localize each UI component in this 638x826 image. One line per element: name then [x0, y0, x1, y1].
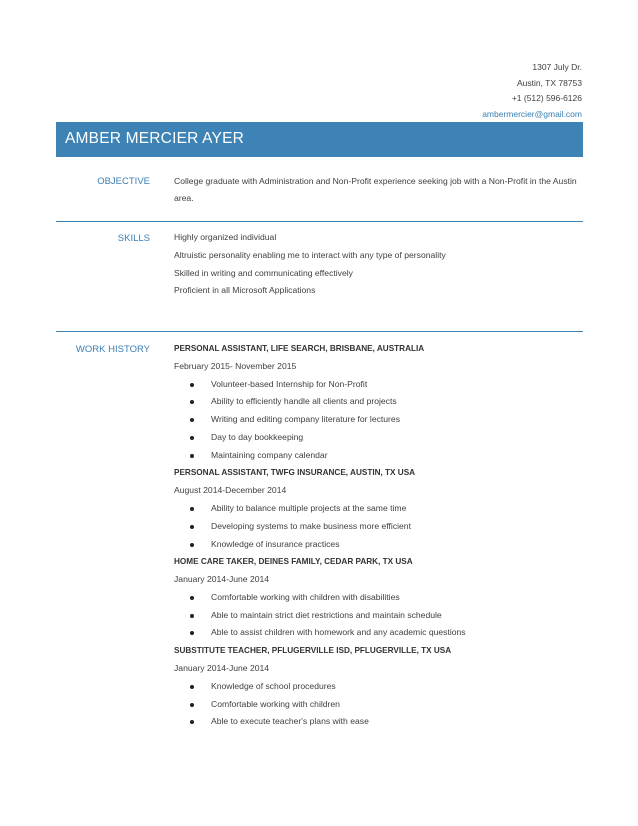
duty-item [174, 411, 586, 429]
job-duties [174, 678, 586, 731]
skills-label: SKILLS [117, 233, 150, 244]
duty-text: Comfortable working with children [211, 698, 340, 709]
skill-item: Altruistic personality enabling me to interact with any type of personality [174, 249, 446, 260]
skill-item: Highly organized individual [174, 232, 277, 242]
job-dates: January 2014-June 2014 [174, 663, 270, 674]
duty-text: Able to assist children with homework and any academic questions [211, 627, 466, 638]
duty-text: Volunteer-based Internship for Non-Profit [211, 378, 368, 389]
duty-item [174, 624, 586, 642]
duty-text: Writing and editing company literature for lectures [211, 414, 400, 425]
section-divider [56, 221, 583, 222]
bullet-icon [190, 418, 194, 422]
work-history-label: WORK HISTORY [75, 344, 150, 355]
duty-text: Able to execute teacher's plans with ease [211, 716, 369, 727]
contact-street: 1307 July Dr. [532, 62, 582, 72]
bullet-icon [190, 703, 194, 707]
duty-text: Able to maintain strict diet restrictions and maintain schedule [211, 609, 442, 620]
duty-item [174, 429, 586, 447]
bullet-icon [190, 454, 194, 458]
duty-text: Comfortable working with children with disabilities [211, 591, 400, 602]
job-dates: January 2014-June 2014 [174, 574, 270, 585]
objective-label: OBJECTIVE [97, 176, 150, 187]
skills-list [174, 229, 586, 300]
bullet-icon [190, 383, 194, 387]
bullet-icon [190, 507, 194, 511]
duty-text: Ability to balance multiple projects at the same time [211, 502, 407, 513]
job-dates: February 2015- November 2015 [174, 361, 297, 371]
duty-text: Knowledge of insurance practices [211, 538, 340, 549]
job-entry [174, 642, 586, 731]
duty-text: Maintaining company calendar [211, 449, 328, 460]
job-duties [174, 376, 586, 465]
bullet-icon [190, 720, 194, 724]
objective-text: College graduate with Administration and Non-Profit experience seeking job with a Non-Profit in the Austin area. [174, 176, 577, 203]
duty-item [174, 713, 586, 731]
contact-city: Austin, TX 78753 [516, 77, 582, 88]
duty-item [174, 393, 586, 411]
duty-item [174, 678, 586, 696]
duty-item [174, 536, 586, 554]
contact-email[interactable]: ambermercier@gmail.com [482, 108, 582, 119]
bullet-icon [190, 543, 194, 547]
job-duties [174, 500, 586, 553]
job-duties [174, 589, 586, 642]
contact-block [482, 60, 582, 122]
duty-item [174, 500, 586, 518]
job-entry [174, 340, 586, 464]
contact-phone: +1 (512) 596-6126 [511, 93, 582, 103]
bullet-icon [190, 525, 194, 529]
job-title: PERSONAL ASSISTANT, LIFE SEARCH, BRISBANE, AUSTRALIA [174, 344, 425, 353]
duty-item [174, 589, 586, 607]
job-entry [174, 553, 586, 642]
bullet-icon [190, 685, 194, 689]
skill-item: Proficient in all Microsoft Applications [174, 285, 316, 296]
duty-text: Day to day bookkeeping [211, 431, 304, 442]
job-entry [174, 464, 586, 553]
name-banner [56, 122, 583, 157]
candidate-name: AMBER MERCIER AYER [65, 130, 245, 147]
skill-item: Skilled in writing and communicating effectively [174, 267, 353, 278]
duty-text: Knowledge of school procedures [211, 680, 336, 691]
duty-text: Developing systems to make business more efficient [211, 520, 411, 531]
bullet-icon [190, 631, 194, 635]
job-title: SUBSTITUTE TEACHER, PFLUGERVILLE ISD, PFLUGERVILLE, TX USA [174, 646, 452, 656]
bullet-icon [190, 436, 194, 440]
duty-item [174, 696, 586, 714]
section-divider [56, 331, 583, 332]
job-title: PERSONAL ASSISTANT, TWFG INSURANCE, AUSTIN, TX USA [174, 468, 416, 478]
duty-item [174, 607, 586, 625]
duty-item [174, 376, 586, 394]
duty-item [174, 518, 586, 536]
work-history-list [174, 340, 586, 731]
job-title: HOME CARE TAKER, DEINES FAMILY, CEDAR PARK, TX USA [174, 557, 413, 567]
job-dates: August 2014-December 2014 [174, 485, 287, 496]
bullet-icon [190, 400, 194, 404]
bullet-icon [190, 596, 194, 600]
duty-item [174, 447, 586, 465]
bullet-icon [190, 614, 194, 618]
duty-text: Ability to efficiently handle all clients and projects [211, 396, 397, 407]
